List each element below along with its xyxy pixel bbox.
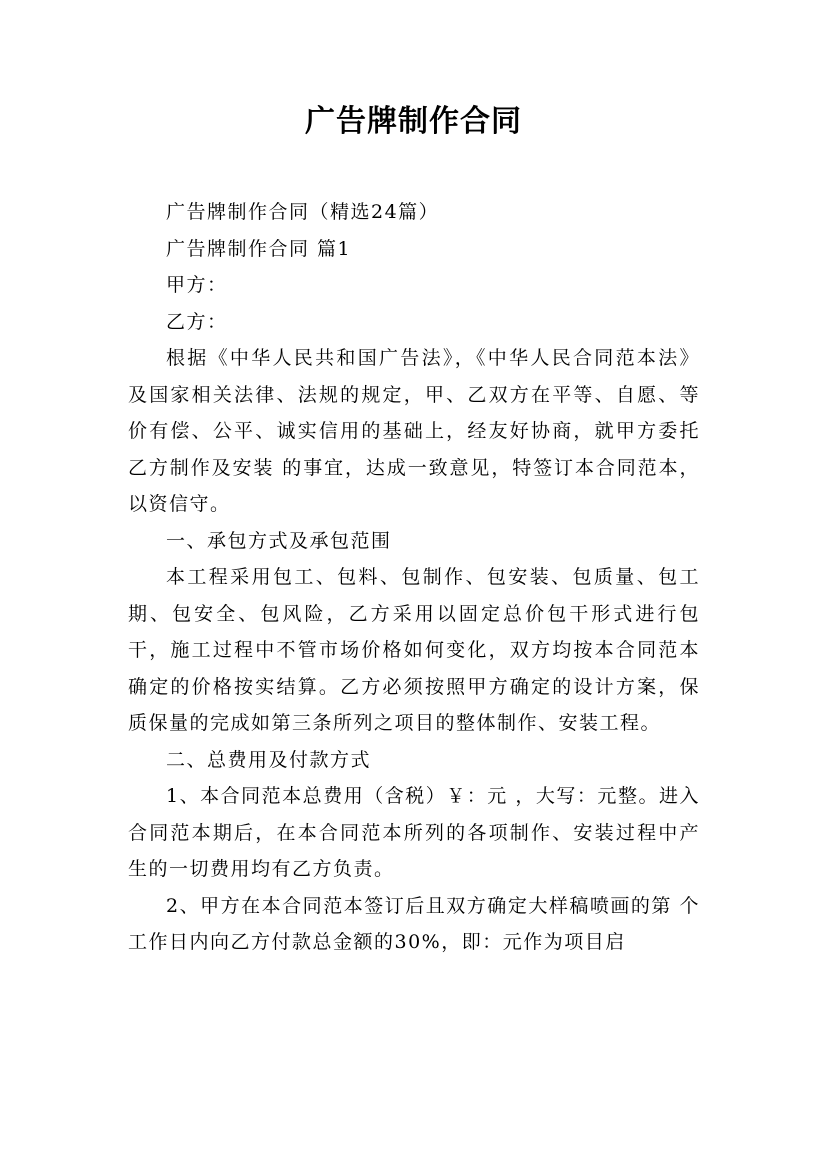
- paragraph-clause-2-item-1: 1、本合同范本总费用（含税）￥：元 ，大写：元整。进入合同范本期后，在本合同范本所列的各项制作、安装过程中产生的一切费用均有乙方负责。: [128, 785, 700, 880]
- paragraph-clause-1: 本工程采用包工、包料、包制作、包安装、包质量、包工期、包安全、包风险，乙方采用以固定总价包干形式进行包干，施工过程中不管市场价格如何变化，双方均按本合同范本确定的价格按实结算。乙方必须按照甲方确定的设计方案，保质保量的完成如第三条所列之项目的整体制作、安装工程。: [128, 566, 700, 734]
- paragraph-clause-2-item-2: 2、甲方在本合同范本签订后且双方确定大样稿喷画的第 个工作日内向乙方付款总金额的30%，即：元作为项目启: [128, 894, 700, 953]
- document-title: 广告牌制作合同: [305, 104, 522, 139]
- paragraph-section-heading: 广告牌制作合同 篇1: [166, 237, 352, 260]
- paragraph-clause-heading-1: 一、承包方式及承包范围: [166, 529, 392, 552]
- paragraph-party-b: 乙方：: [166, 310, 228, 333]
- document-body: [128, 194, 700, 961]
- paragraph-clause-heading-2: 二、总费用及付款方式: [166, 748, 372, 771]
- paragraph-party-a: 甲方：: [166, 274, 228, 296]
- paragraph-subtitle: 广告牌制作合同（精选24篇）: [166, 201, 440, 223]
- paragraph-preamble: 根据《中华人民共和国广告法》，《中华人民合同范本法》及国家相关法律、法规的规定，甲、乙双方在平等、自愿、等价有偿、公平、诚实信用的基础上，经友好协商，就甲方委托乙方制作及安装 的事宜，达成一致意见，特签订本合同范本，以资信守。: [128, 347, 700, 515]
